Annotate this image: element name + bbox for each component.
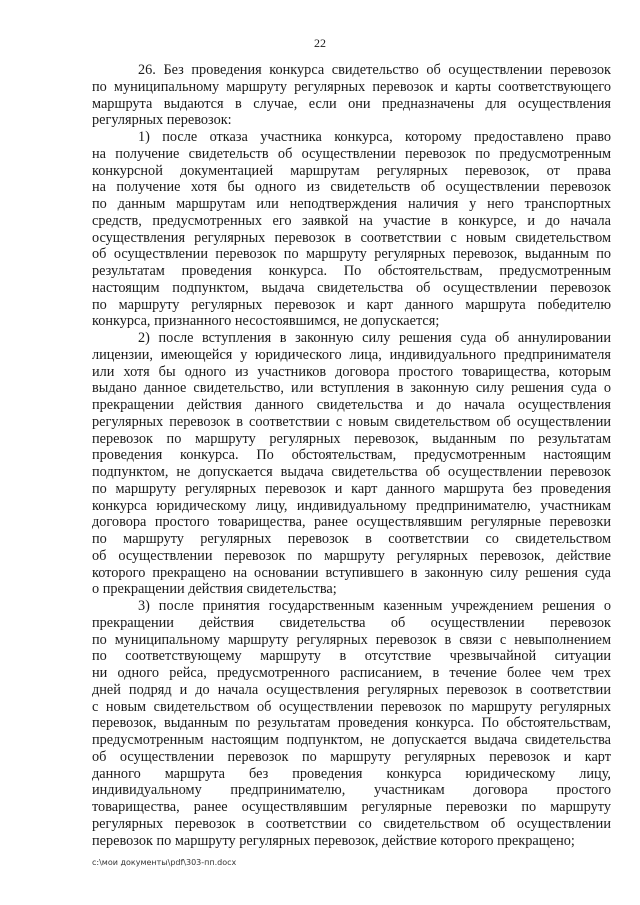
text-line: о прекращении действия свидетельства; — [92, 581, 337, 598]
text-line: средств, предусмотренных его заявкой на участие в конкурсе, и до начала — [92, 212, 611, 229]
text-line: по маршруту регулярных перевозок в соответствии со свидетельством — [92, 531, 611, 547]
text-line: регулярных перевозок в соответствии с новым свидетельством об осуществлении — [92, 413, 611, 430]
text-line: по маршруту регулярных перевозок и карт данного маршрута победителю — [92, 296, 611, 313]
text-line: на получение хотя бы одного из свидетельств об осуществлении перевозок — [92, 179, 611, 196]
text-line: регулярных перевозок: — [92, 112, 232, 129]
text-line: подпунктом, не допускается выдача свидетельства об осуществлении перевозок — [92, 464, 611, 480]
text-line: перевозок по маршруту регулярных перевозок, выданным по результатам — [92, 430, 611, 447]
text-line: товарищества, ранее осуществлявшим регулярные перевозки по маршруту — [92, 799, 611, 815]
text-line: об осуществлении перевозок по маршруту регулярных перевозок и карт — [92, 748, 611, 765]
text-line: прекращении действия данного свидетельства и до начала осуществления — [92, 397, 611, 413]
text-line: по муниципальному маршруту регулярных перевозок и карты соответствующего — [92, 78, 611, 95]
text-line: конкурса, признанного несостоявшимся, не допускается; — [92, 313, 440, 330]
text-line: конкурсной документацией маршрутам регулярных перевозок, от права — [92, 162, 611, 179]
text-line: об осуществлении перевозок по маршруту регулярных перевозок, действие — [92, 547, 611, 564]
text-line: дней подряд и до начала осуществления регулярных перевозок в соответствии — [92, 681, 611, 698]
text-line: об осуществлении перевозок по маршруту регулярных перевозок, выданным по — [92, 246, 611, 263]
text-line: договора простого товарищества, ранее осуществлявшим регулярные перевозки — [92, 514, 611, 531]
text-line: 1) после отказа участника конкурса, которому предоставлено право — [138, 129, 611, 145]
text-line: настоящим подпунктом, выдача свидетельства об осуществлении перевозок — [92, 279, 611, 296]
text-line: индивидуальному предпринимателю, участникам договора простого — [92, 782, 611, 799]
text-line: или хотя бы одного из участников договора простого товарищества, которым — [92, 363, 611, 380]
text-line: по муниципальному маршруту регулярных перевозок в связи с невыполнением — [92, 631, 611, 648]
text-line: перевозок по маршруту регулярных перевозок, действие которого прекращено; — [92, 832, 575, 849]
text-line: по маршруту регулярных перевозок и карт данного маршрута без проведения — [92, 480, 611, 497]
text-line: 2) после вступления в законную силу решения суда об аннулировании — [138, 330, 611, 346]
text-line: на получение свидетельств об осуществлении перевозок по предусмотренным — [92, 145, 611, 162]
document-body — [92, 62, 611, 849]
text-line: выдано данное свидетельство, или вступления в законную силу решения суда о — [92, 380, 611, 397]
text-line: проведения конкурса. По обстоятельствам, предусмотренным настоящим — [92, 447, 611, 464]
page-number: 22 — [314, 36, 326, 50]
text-line: которого прекращено на основании вступившего в законную силу решения суда — [92, 564, 611, 581]
text-line: перевозок, выданным по результатам проведения конкурса. По обстоятельствам, — [92, 715, 611, 732]
text-line: лицензии, имеющейся у юридического лица, индивидуального предпринимателя — [92, 346, 611, 363]
text-line: маршрута выдаются в случае, если они предназначены для осуществления — [92, 95, 611, 112]
text-line: с новым свидетельством об осуществлении перевозок по маршруту регулярных — [92, 698, 611, 715]
text-line: по данным маршрутам или неподтверждения наличия у него транспортных — [92, 196, 611, 212]
text-line: результатам проведения конкурса. По обстоятельствам, предусмотренным — [92, 263, 611, 279]
text-line: конкурса юридическому лицу, индивидуальному предпринимателю, участникам — [92, 497, 611, 514]
text-line: предусмотренным настоящим подпунктом, не допускается выдача свидетельства — [92, 732, 611, 748]
text-line: данного маршрута без проведения конкурса юридическому лицу, — [92, 765, 611, 782]
text-line: регулярных перевозок в соответствии со свидетельством об осуществлении — [92, 815, 611, 832]
text-line: осуществления регулярных перевозок в соответствии с новым свидетельством — [92, 229, 611, 246]
text-line: прекращении действия свидетельства об осуществлении перевозок — [92, 614, 611, 631]
text-line: 3) после принятия государственным казенным учреждением решения о — [138, 598, 611, 614]
file-path-footer: c:\мои документы\pdf\303-пп.docx — [92, 858, 237, 867]
text-line: ни одного рейса, предусмотренного расписанием, в течение более чем трех — [92, 665, 611, 681]
text-line: 26. Без проведения конкурса свидетельство об осуществлении перевозок — [138, 62, 611, 78]
text-line: по соответствующему маршруту в отсутствие чрезвычайной ситуации — [92, 648, 611, 665]
